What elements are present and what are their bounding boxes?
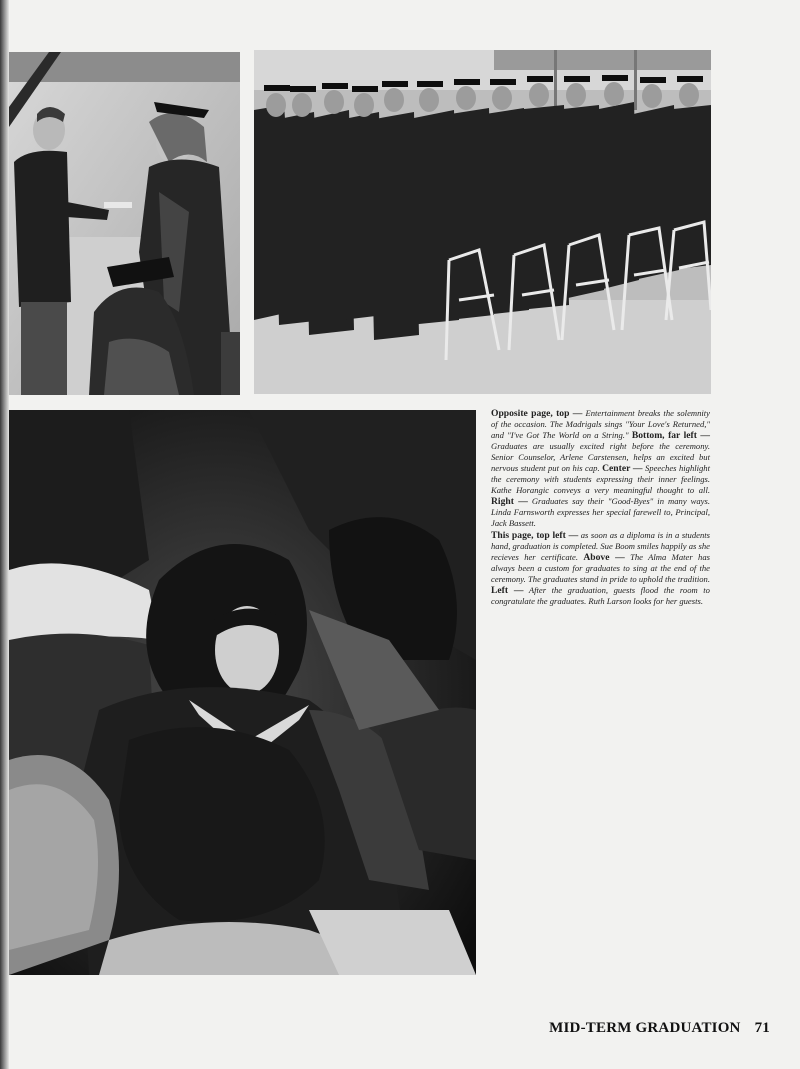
photo-crowd-after-ceremony bbox=[9, 410, 476, 975]
caption-this-page bbox=[491, 530, 710, 607]
caption-text: Graduates are usually excited right before the ceremony. Senior Counselor, Arlene Carstensen, helps an excited but nervous student put on his cap. bbox=[491, 441, 710, 473]
page-binding-edge bbox=[0, 0, 9, 1069]
caption-key: Left — bbox=[491, 585, 524, 596]
caption-text: Graduates say their "Good-Byes" in many ways. Linda Farnsworth expresses her special farewell to, Principal, Jack Bassett. bbox=[491, 496, 710, 528]
caption-text: The Alma Mater has always been a custom for graduates to sing at the end of the ceremony. The graduates stand in pride to uphold the tradition. bbox=[491, 552, 710, 584]
caption-opposite-page bbox=[491, 408, 710, 529]
section-title: MID-TERM GRADUATION bbox=[549, 1020, 741, 1036]
caption-key: Above — bbox=[583, 552, 625, 563]
caption-text: Entertainment breaks the solemnity of the occasion. The Madrigals sings "Your Love's Returned," and "I've Got The World on a String." bbox=[491, 408, 710, 440]
caption-text: as soon as a diploma is in a students hand, graduation is completed. Sue Boom smiles happily as she recieves her certificate. bbox=[491, 530, 710, 562]
caption-text: Speeches highlight the ceremony with students expressing their inner feelings. Kathe Horangic conveys a very meaningful thought to all. bbox=[491, 463, 710, 495]
caption-key: Bottom, far left — bbox=[631, 430, 711, 441]
caption-text: After the graduation, guests flood the room to congratulate the graduates. Ruth Larson looks for her guests. bbox=[491, 585, 710, 606]
page-footer bbox=[549, 1020, 770, 1037]
caption-key: Opposite page, top — bbox=[491, 408, 583, 419]
photo-graduates-row bbox=[254, 50, 711, 394]
caption-key: Right — bbox=[491, 496, 528, 507]
page-number: 71 bbox=[754, 1020, 770, 1036]
caption-key: Center — bbox=[602, 463, 643, 474]
caption-key: This page, top left — bbox=[491, 530, 579, 541]
photo-caption-block bbox=[491, 408, 710, 608]
photo-diploma-handoff bbox=[9, 52, 240, 395]
